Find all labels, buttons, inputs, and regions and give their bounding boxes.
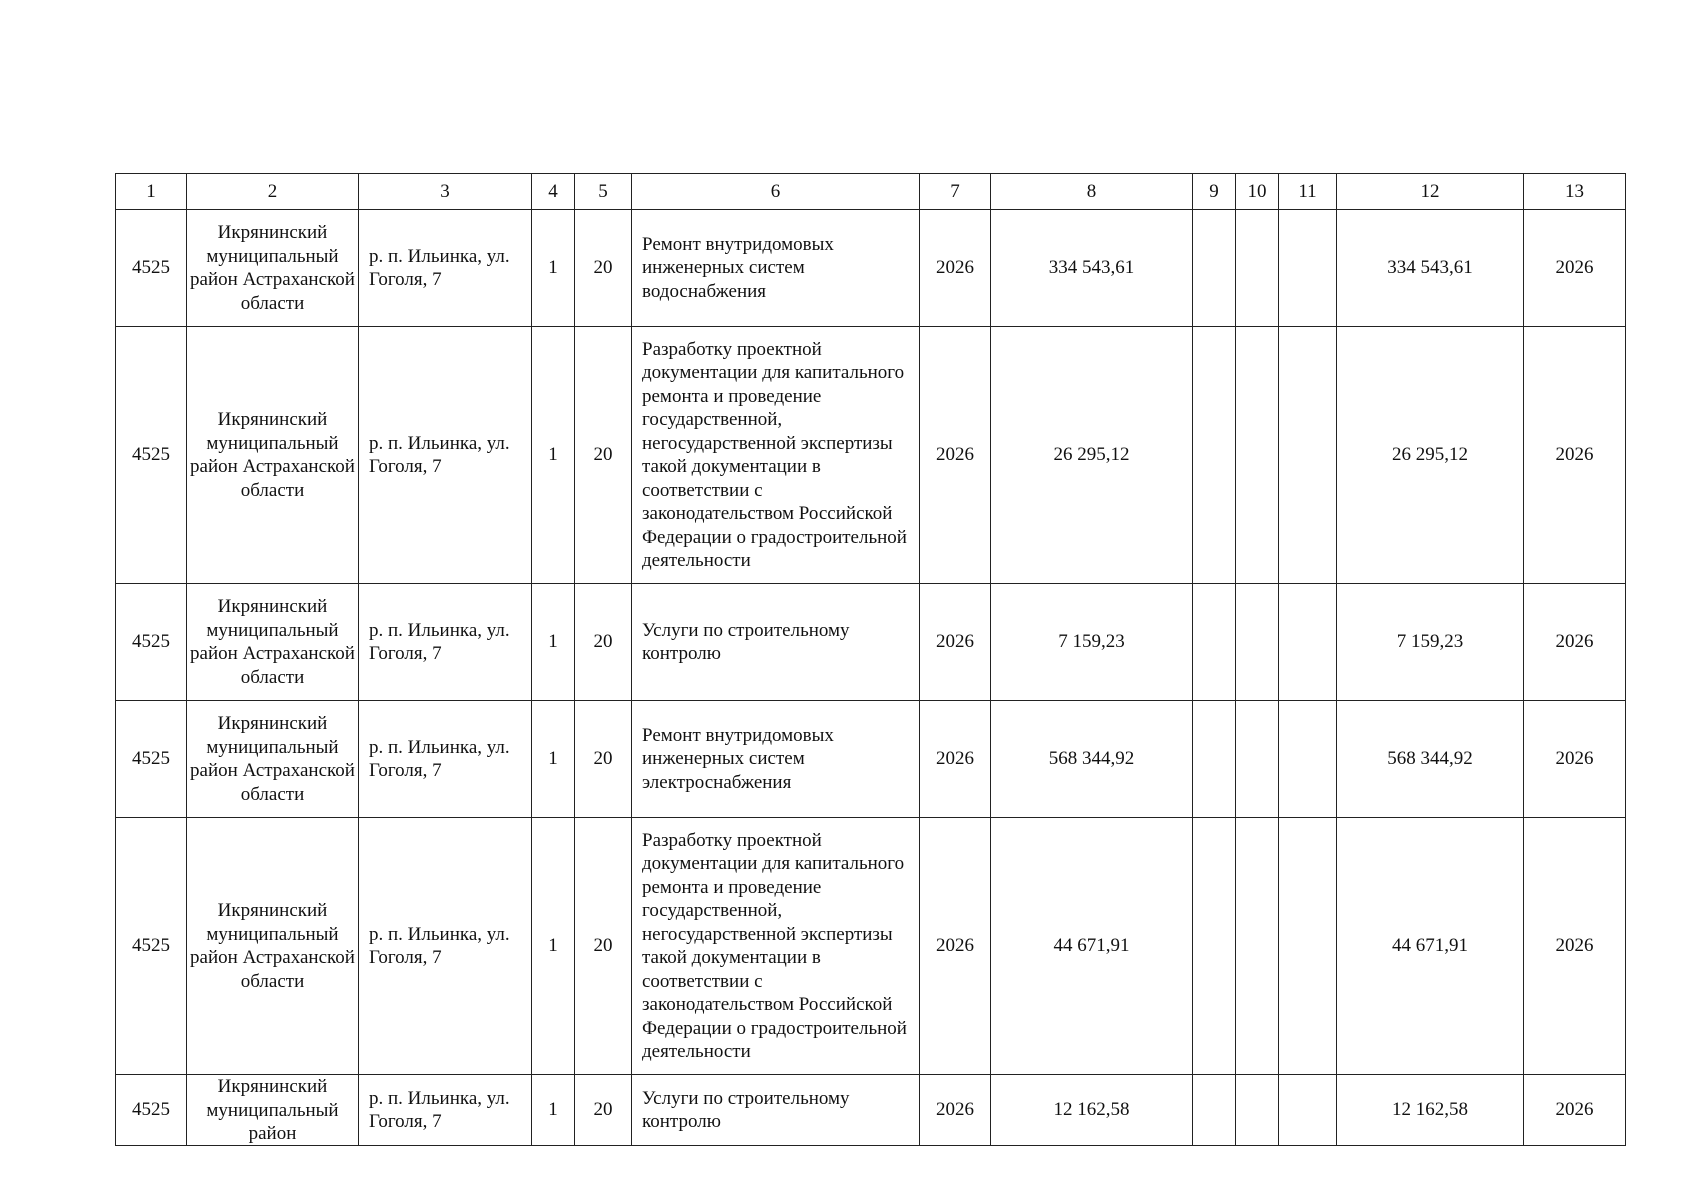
col5-cell: 20 (575, 210, 632, 327)
column-number: 7 (920, 174, 991, 210)
col13-year-cell: 2026 (1524, 818, 1626, 1075)
column-number: 8 (991, 174, 1193, 210)
col9-cell (1193, 210, 1236, 327)
column-number: 3 (359, 174, 532, 210)
table-row (116, 701, 1626, 818)
col4-cell: 1 (532, 210, 575, 327)
column-number: 2 (187, 174, 359, 210)
column-number: 9 (1193, 174, 1236, 210)
address-cell: р. п. Ильинка, ул. Гоголя, 7 (359, 327, 532, 584)
col10-cell (1236, 701, 1279, 818)
work-type-cell: Разработку проектной документации для капитального ремонта и проведение государственной, негосударственной экспертизы такой документации в соответствии с законодательством Российской Федерации о градостроительной деятельности (632, 327, 920, 584)
col11-cell (1279, 210, 1337, 327)
col11-cell (1279, 327, 1337, 584)
address-cell: р. п. Ильинка, ул. Гоголя, 7 (359, 584, 532, 701)
col13-year-cell: 2026 (1524, 327, 1626, 584)
work-type-cell: Ремонт внутридомовых инженерных систем водоснабжения (632, 210, 920, 327)
col5-cell: 20 (575, 1075, 632, 1146)
year-cell: 2026 (920, 1075, 991, 1146)
col11-cell (1279, 701, 1337, 818)
column-number: 5 (575, 174, 632, 210)
table-row (116, 818, 1626, 1075)
col9-cell (1193, 701, 1236, 818)
district-text: Икрянинский муниципальный район (206, 1076, 339, 1144)
row-id-cell: 4525 (116, 1075, 187, 1146)
address-cell: р. п. Ильинка, ул. Гоголя, 7 (359, 818, 532, 1075)
col10-cell (1236, 1075, 1279, 1146)
year-cell: 2026 (920, 584, 991, 701)
table-row (116, 327, 1626, 584)
col12-cost-cell: 26 295,12 (1337, 327, 1524, 584)
row-id-cell: 4525 (116, 327, 187, 584)
column-number: 10 (1236, 174, 1279, 210)
col12-cost-cell: 44 671,91 (1337, 818, 1524, 1075)
repair-schedule-table (115, 173, 1626, 1146)
work-type-cell: Ремонт внутридомовых инженерных систем электроснабжения (632, 701, 920, 818)
work-type-cell: Услуги по строительному контролю (632, 1075, 920, 1146)
col13-year-cell: 2026 (1524, 210, 1626, 327)
row-id-cell: 4525 (116, 584, 187, 701)
address-cell: р. п. Ильинка, ул. Гоголя, 7 (359, 1075, 532, 1146)
district-cell: Икрянинский муниципальный район Астраханской области (187, 818, 359, 1075)
year-cell: 2026 (920, 818, 991, 1075)
col4-cell: 1 (532, 1075, 575, 1146)
row-id-cell: 4525 (116, 701, 187, 818)
col5-cell: 20 (575, 327, 632, 584)
col9-cell (1193, 584, 1236, 701)
col10-cell (1236, 818, 1279, 1075)
row-id-cell: 4525 (116, 818, 187, 1075)
col9-cell (1193, 327, 1236, 584)
column-number: 13 (1524, 174, 1626, 210)
col4-cell: 1 (532, 818, 575, 1075)
col4-cell: 1 (532, 327, 575, 584)
cost-cell: 26 295,12 (991, 327, 1193, 584)
col12-cost-cell: 568 344,92 (1337, 701, 1524, 818)
col11-cell (1279, 1075, 1337, 1146)
table-row (116, 210, 1626, 327)
col10-cell (1236, 210, 1279, 327)
cost-cell: 7 159,23 (991, 584, 1193, 701)
table-row (116, 1075, 1626, 1146)
district-cell: Икрянинский муниципальный район Астраханской области (187, 327, 359, 584)
col11-cell (1279, 584, 1337, 701)
work-type-cell: Услуги по строительному контролю (632, 584, 920, 701)
col13-year-cell: 2026 (1524, 584, 1626, 701)
col4-cell: 1 (532, 584, 575, 701)
col9-cell (1193, 818, 1236, 1075)
address-cell: р. п. Ильинка, ул. Гоголя, 7 (359, 701, 532, 818)
column-number: 6 (632, 174, 920, 210)
cost-cell: 334 543,61 (991, 210, 1193, 327)
col12-cost-cell: 7 159,23 (1337, 584, 1524, 701)
column-number-row (116, 174, 1626, 210)
col4-cell: 1 (532, 701, 575, 818)
col10-cell (1236, 584, 1279, 701)
col10-cell (1236, 327, 1279, 584)
table-row (116, 584, 1626, 701)
year-cell: 2026 (920, 327, 991, 584)
column-number: 4 (532, 174, 575, 210)
cost-cell: 44 671,91 (991, 818, 1193, 1075)
col5-cell: 20 (575, 818, 632, 1075)
column-number: 1 (116, 174, 187, 210)
year-cell: 2026 (920, 701, 991, 818)
address-cell: р. п. Ильинка, ул. Гоголя, 7 (359, 210, 532, 327)
work-type-cell: Разработку проектной документации для капитального ремонта и проведение государственной, негосударственной экспертизы такой документации в соответствии с законодательством Российской Федерации о градостроительной деятельности (632, 818, 920, 1075)
col11-cell (1279, 818, 1337, 1075)
col9-cell (1193, 1075, 1236, 1146)
year-cell: 2026 (920, 210, 991, 327)
col13-year-cell: 2026 (1524, 701, 1626, 818)
col12-cost-cell: 12 162,58 (1337, 1075, 1524, 1146)
column-number: 11 (1279, 174, 1337, 210)
column-number: 12 (1337, 174, 1524, 210)
district-cell: Икрянинский муниципальный район Астраханской области (187, 701, 359, 818)
cost-cell: 12 162,58 (991, 1075, 1193, 1146)
district-cell: Икрянинский муниципальный район Астраханской области (187, 584, 359, 701)
district-cell (187, 1075, 359, 1146)
col5-cell: 20 (575, 701, 632, 818)
col5-cell: 20 (575, 584, 632, 701)
district-cell: Икрянинский муниципальный район Астраханской области (187, 210, 359, 327)
cost-cell: 568 344,92 (991, 701, 1193, 818)
col13-year-cell: 2026 (1524, 1075, 1626, 1146)
row-id-cell: 4525 (116, 210, 187, 327)
col12-cost-cell: 334 543,61 (1337, 210, 1524, 327)
